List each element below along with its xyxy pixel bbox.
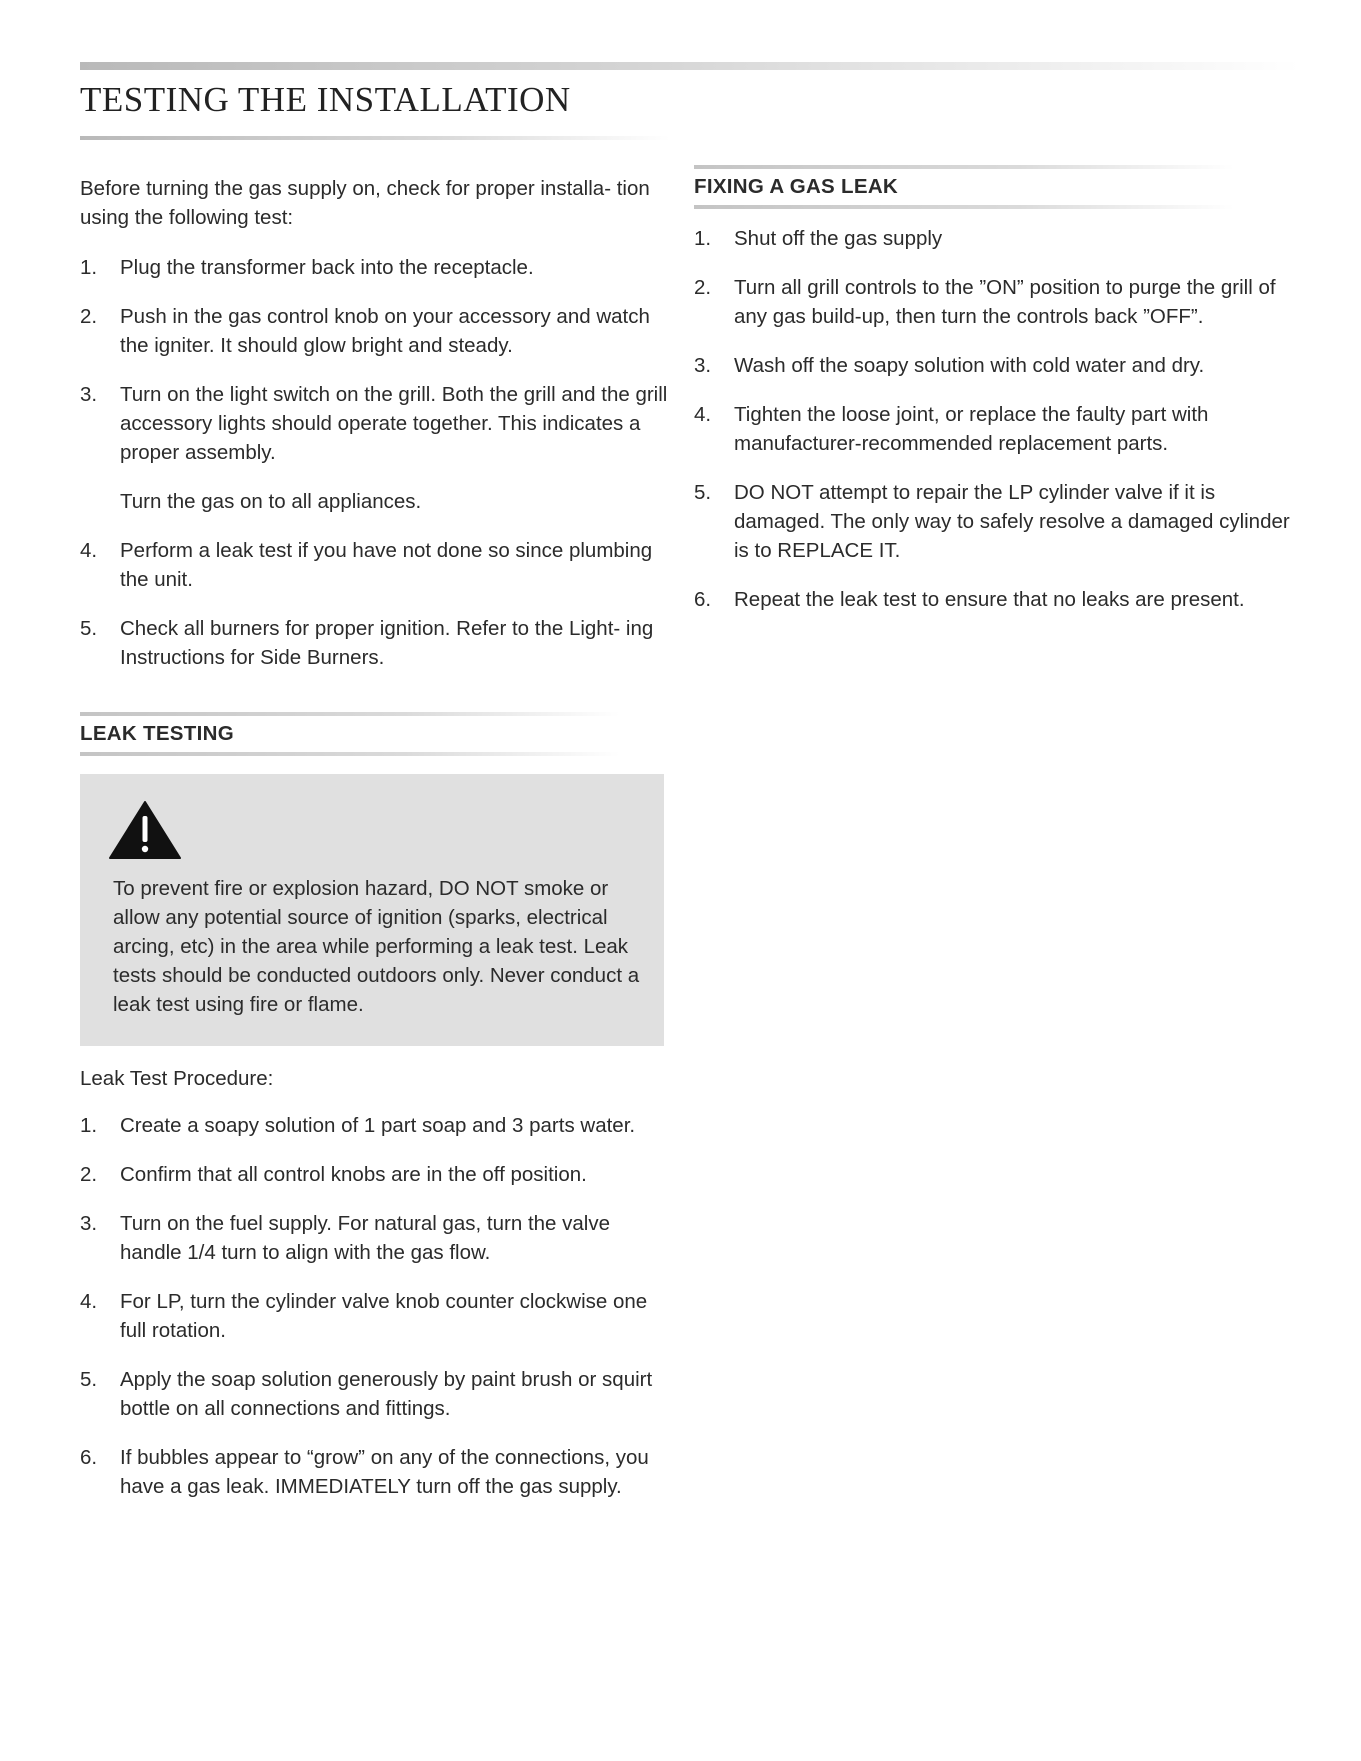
step-text: Plug the transformer back into the receptacle. — [120, 256, 534, 279]
step-text: Tighten the loose joint, or replace the faulty part with manufacturer-recommended replacement parts. — [734, 403, 1209, 455]
fixing-leak-top-divider — [694, 165, 1234, 169]
step-text: Perform a leak test if you have not done so since plumbing the unit. — [120, 539, 653, 591]
step-text: Wash off the soapy solution with cold water and dry. — [734, 354, 1205, 377]
step-text: Check all burners for proper ignition. Refer to the Light- ing Instructions for Side Burners. — [120, 617, 654, 669]
step-number: 1. — [80, 256, 98, 279]
fixing-leak-bottom-divider — [694, 205, 1234, 209]
top-divider — [80, 62, 1300, 70]
step-number: 5. — [80, 617, 98, 640]
step-text: Apply the soap solution generously by paint brush or squirt bottle on all connections and fittings. — [120, 1368, 653, 1420]
step-text: Turn on the light switch on the grill. Both the grill and the grill accessory lights should operate together. This indicates a proper assembly. — [120, 383, 668, 464]
step-number: 4. — [694, 403, 712, 426]
installation-steps — [80, 253, 670, 692]
step-subtext: Turn the gas on to all appliances. — [120, 490, 422, 513]
step-number: 2. — [80, 305, 98, 328]
fixing-leak-heading: FIXING A GAS LEAK — [694, 175, 899, 198]
list-item — [80, 1111, 670, 1140]
step-text: DO NOT attempt to repair the LP cylinder valve if it is damaged. The only way to safely resolve a damaged cylinder is to REPLACE IT. — [734, 481, 1290, 562]
step-number: 6. — [80, 1446, 98, 1469]
step-number: 3. — [80, 383, 98, 406]
warning-triangle-icon — [108, 800, 182, 860]
list-item — [80, 253, 670, 282]
list-item — [80, 1287, 670, 1345]
leak-testing-bottom-divider — [80, 752, 620, 756]
step-number: 5. — [80, 1368, 98, 1391]
list-item — [694, 273, 1294, 331]
list-item — [80, 1209, 670, 1267]
leak-testing-top-divider — [80, 712, 620, 716]
step-number: 3. — [694, 354, 712, 377]
procedure-label: Leak Test Procedure: — [80, 1067, 274, 1090]
list-item — [694, 351, 1294, 380]
list-item — [694, 400, 1294, 458]
step-text: Confirm that all control knobs are in the off position. — [120, 1163, 587, 1186]
leak-testing-heading: LEAK TESTING — [80, 722, 234, 745]
step-text: Push in the gas control knob on your accessory and watch the igniter. It should glow bright and steady. — [120, 305, 650, 357]
list-item — [694, 224, 1294, 253]
leak-test-steps — [80, 1111, 670, 1521]
list-item — [694, 585, 1294, 614]
warning-box — [80, 774, 664, 1046]
step-number: 4. — [80, 539, 98, 562]
installation-intro: Before turning the gas supply on, check for proper installa- tion using the following test: — [80, 177, 650, 229]
step-text: For LP, turn the cylinder valve knob counter clockwise one full rotation. — [120, 1290, 648, 1342]
step-text: Turn all grill controls to the ”ON” position to purge the grill of any gas build-up, then turn the controls back ”OFF”. — [734, 276, 1276, 328]
list-item — [80, 302, 670, 360]
step-number: 1. — [694, 227, 712, 250]
list-item — [80, 380, 670, 516]
step-number: 5. — [694, 481, 712, 504]
step-number: 6. — [694, 588, 712, 611]
list-item — [694, 478, 1294, 565]
list-item — [80, 1365, 670, 1423]
page-title: TESTING THE INSTALLATION — [80, 80, 571, 119]
fixing-leak-steps — [694, 224, 1294, 634]
step-text: If bubbles appear to “grow” on any of the connections, you have a gas leak. IMMEDIATELY turn off the gas supply. — [120, 1446, 649, 1498]
step-number: 2. — [80, 1163, 98, 1186]
step-text: Create a soapy solution of 1 part soap and 3 parts water. — [120, 1114, 636, 1137]
step-number: 1. — [80, 1114, 98, 1137]
step-number: 2. — [694, 276, 712, 299]
step-number: 4. — [80, 1290, 98, 1313]
list-item — [80, 614, 670, 672]
warning-text: To prevent fire or explosion hazard, DO NOT smoke or allow any potential source of ignition (sparks, electrical arcing, etc) in the area while performing a leak test. Leak tests should be conducted outdoors only. Never conduct a leak test using fire or flame. — [113, 877, 640, 1016]
step-text: Turn on the fuel supply. For natural gas, turn the valve handle 1/4 turn to align with the gas flow. — [120, 1212, 610, 1264]
step-text: Repeat the leak test to ensure that no leaks are present. — [734, 588, 1245, 611]
step-number: 3. — [80, 1212, 98, 1235]
list-item — [80, 1443, 670, 1501]
step-text: Shut off the gas supply — [734, 227, 943, 250]
list-item — [80, 536, 670, 594]
list-item — [80, 1160, 670, 1189]
title-divider — [80, 136, 670, 140]
